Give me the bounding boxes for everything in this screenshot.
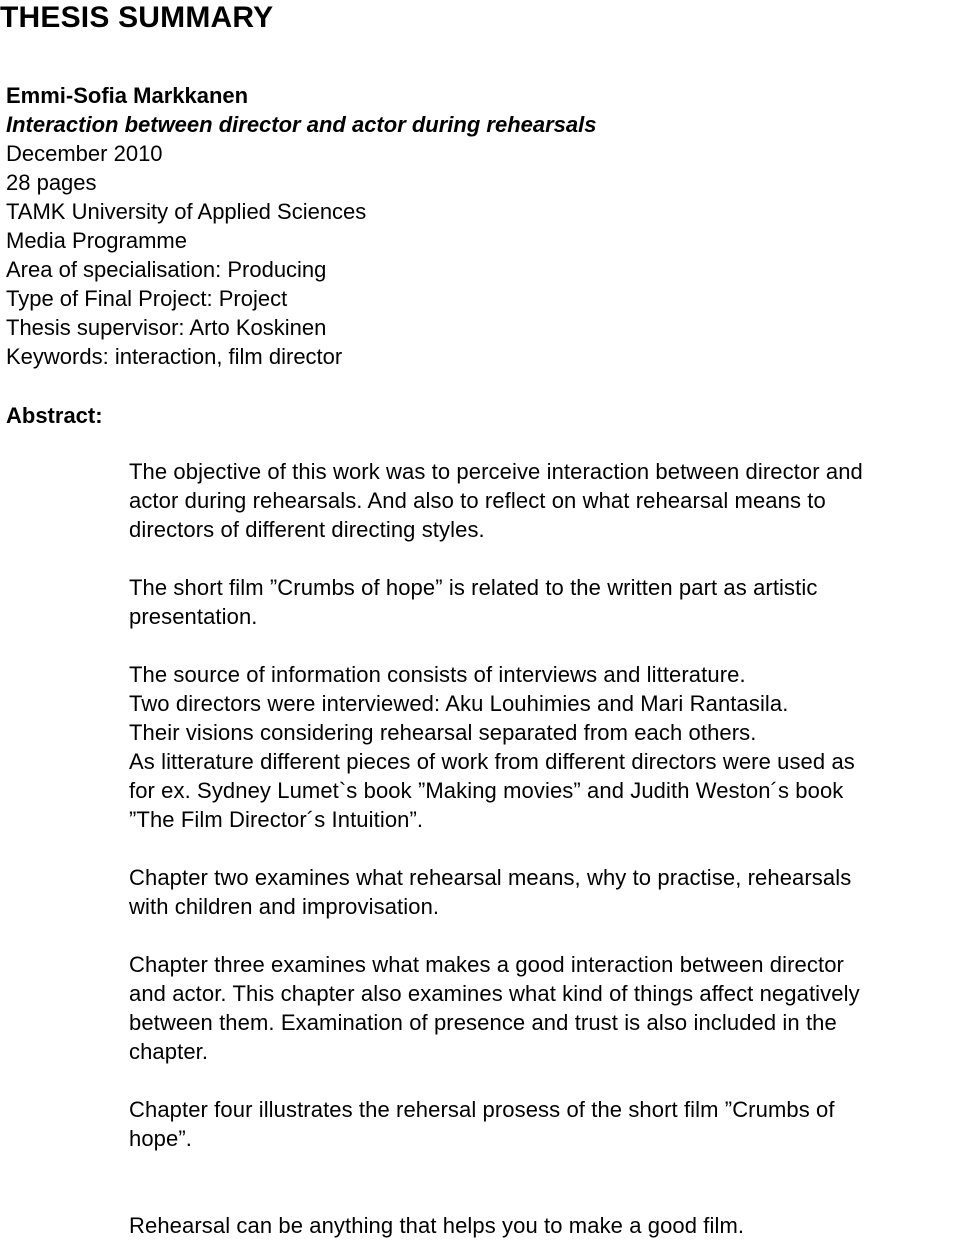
abstract-line: The objective of this work was to perceive interaction between director and [129,459,863,484]
page-count: 28 pages [6,170,97,195]
thesis-supervisor: Thesis supervisor: Arto Koskinen [6,315,327,340]
abstract-line: Rehearsal can be anything that helps you to make a good film. [129,1213,745,1238]
abstract-paragraph [129,660,960,834]
university-name: TAMK University of Applied Sciences [6,199,367,224]
abstract-heading: Abstract: [6,403,103,428]
abstract-line: directors of different directing styles. [129,517,485,542]
abstract-line: presentation. [129,604,258,629]
abstract-line: Chapter two examines what rehearsal means, why to practise, rehearsals [129,865,852,890]
abstract-body [129,457,960,1240]
abstract-line: Chapter three examines what makes a good interaction between director [129,952,844,977]
abstract-line: chapter. [129,1039,209,1064]
abstract-line: The source of information consists of interviews and litterature. [129,662,746,687]
thesis-keywords: Keywords: interaction, film director [6,344,343,369]
abstract-paragraph [129,573,960,631]
page-title: THESIS SUMMARY [0,1,274,34]
abstract-line: Chapter four illustrates the rehersal prosess of the short film ”Crumbs of [129,1097,835,1122]
programme-name: Media Programme [6,228,187,253]
abstract-line: between them. Examination of presence and trust is also included in the [129,1010,837,1035]
abstract-line: The short film ”Crumbs of hope” is related to the written part as artistic [129,575,818,600]
abstract-paragraph [129,1095,960,1153]
thesis-metadata [6,81,906,371]
abstract-line: with children and improvisation. [129,894,440,919]
abstract-line: actor during rehearsals. And also to reflect on what rehearsal means to [129,488,826,513]
specialisation-area: Area of specialisation: Producing [6,257,327,282]
abstract-paragraph [129,950,960,1066]
abstract-line: Their visions considering rehearsal separated from each others. [129,720,757,745]
abstract-paragraph [129,1211,960,1240]
final-project-type: Type of Final Project: Project [6,286,288,311]
abstract-paragraph [129,457,960,544]
abstract-line: hope”. [129,1126,192,1151]
abstract-line: for ex. Sydney Lumet`s book ”Making movies” and Judith Weston´s book [129,778,844,803]
abstract-line: As litterature different pieces of work from different directors were used as [129,749,855,774]
abstract-line: ”The Film Director´s Intuition”. [129,807,424,832]
thesis-date: December 2010 [6,141,163,166]
abstract-line: and actor. This chapter also examines what kind of things affect negatively [129,981,860,1006]
author-name: Emmi-Sofia Markkanen [6,83,249,108]
abstract-paragraph [129,863,960,921]
thesis-title: Interaction between director and actor during rehearsals [6,112,597,137]
abstract-line: Two directors were interviewed: Aku Louhimies and Mari Rantasila. [129,691,789,716]
